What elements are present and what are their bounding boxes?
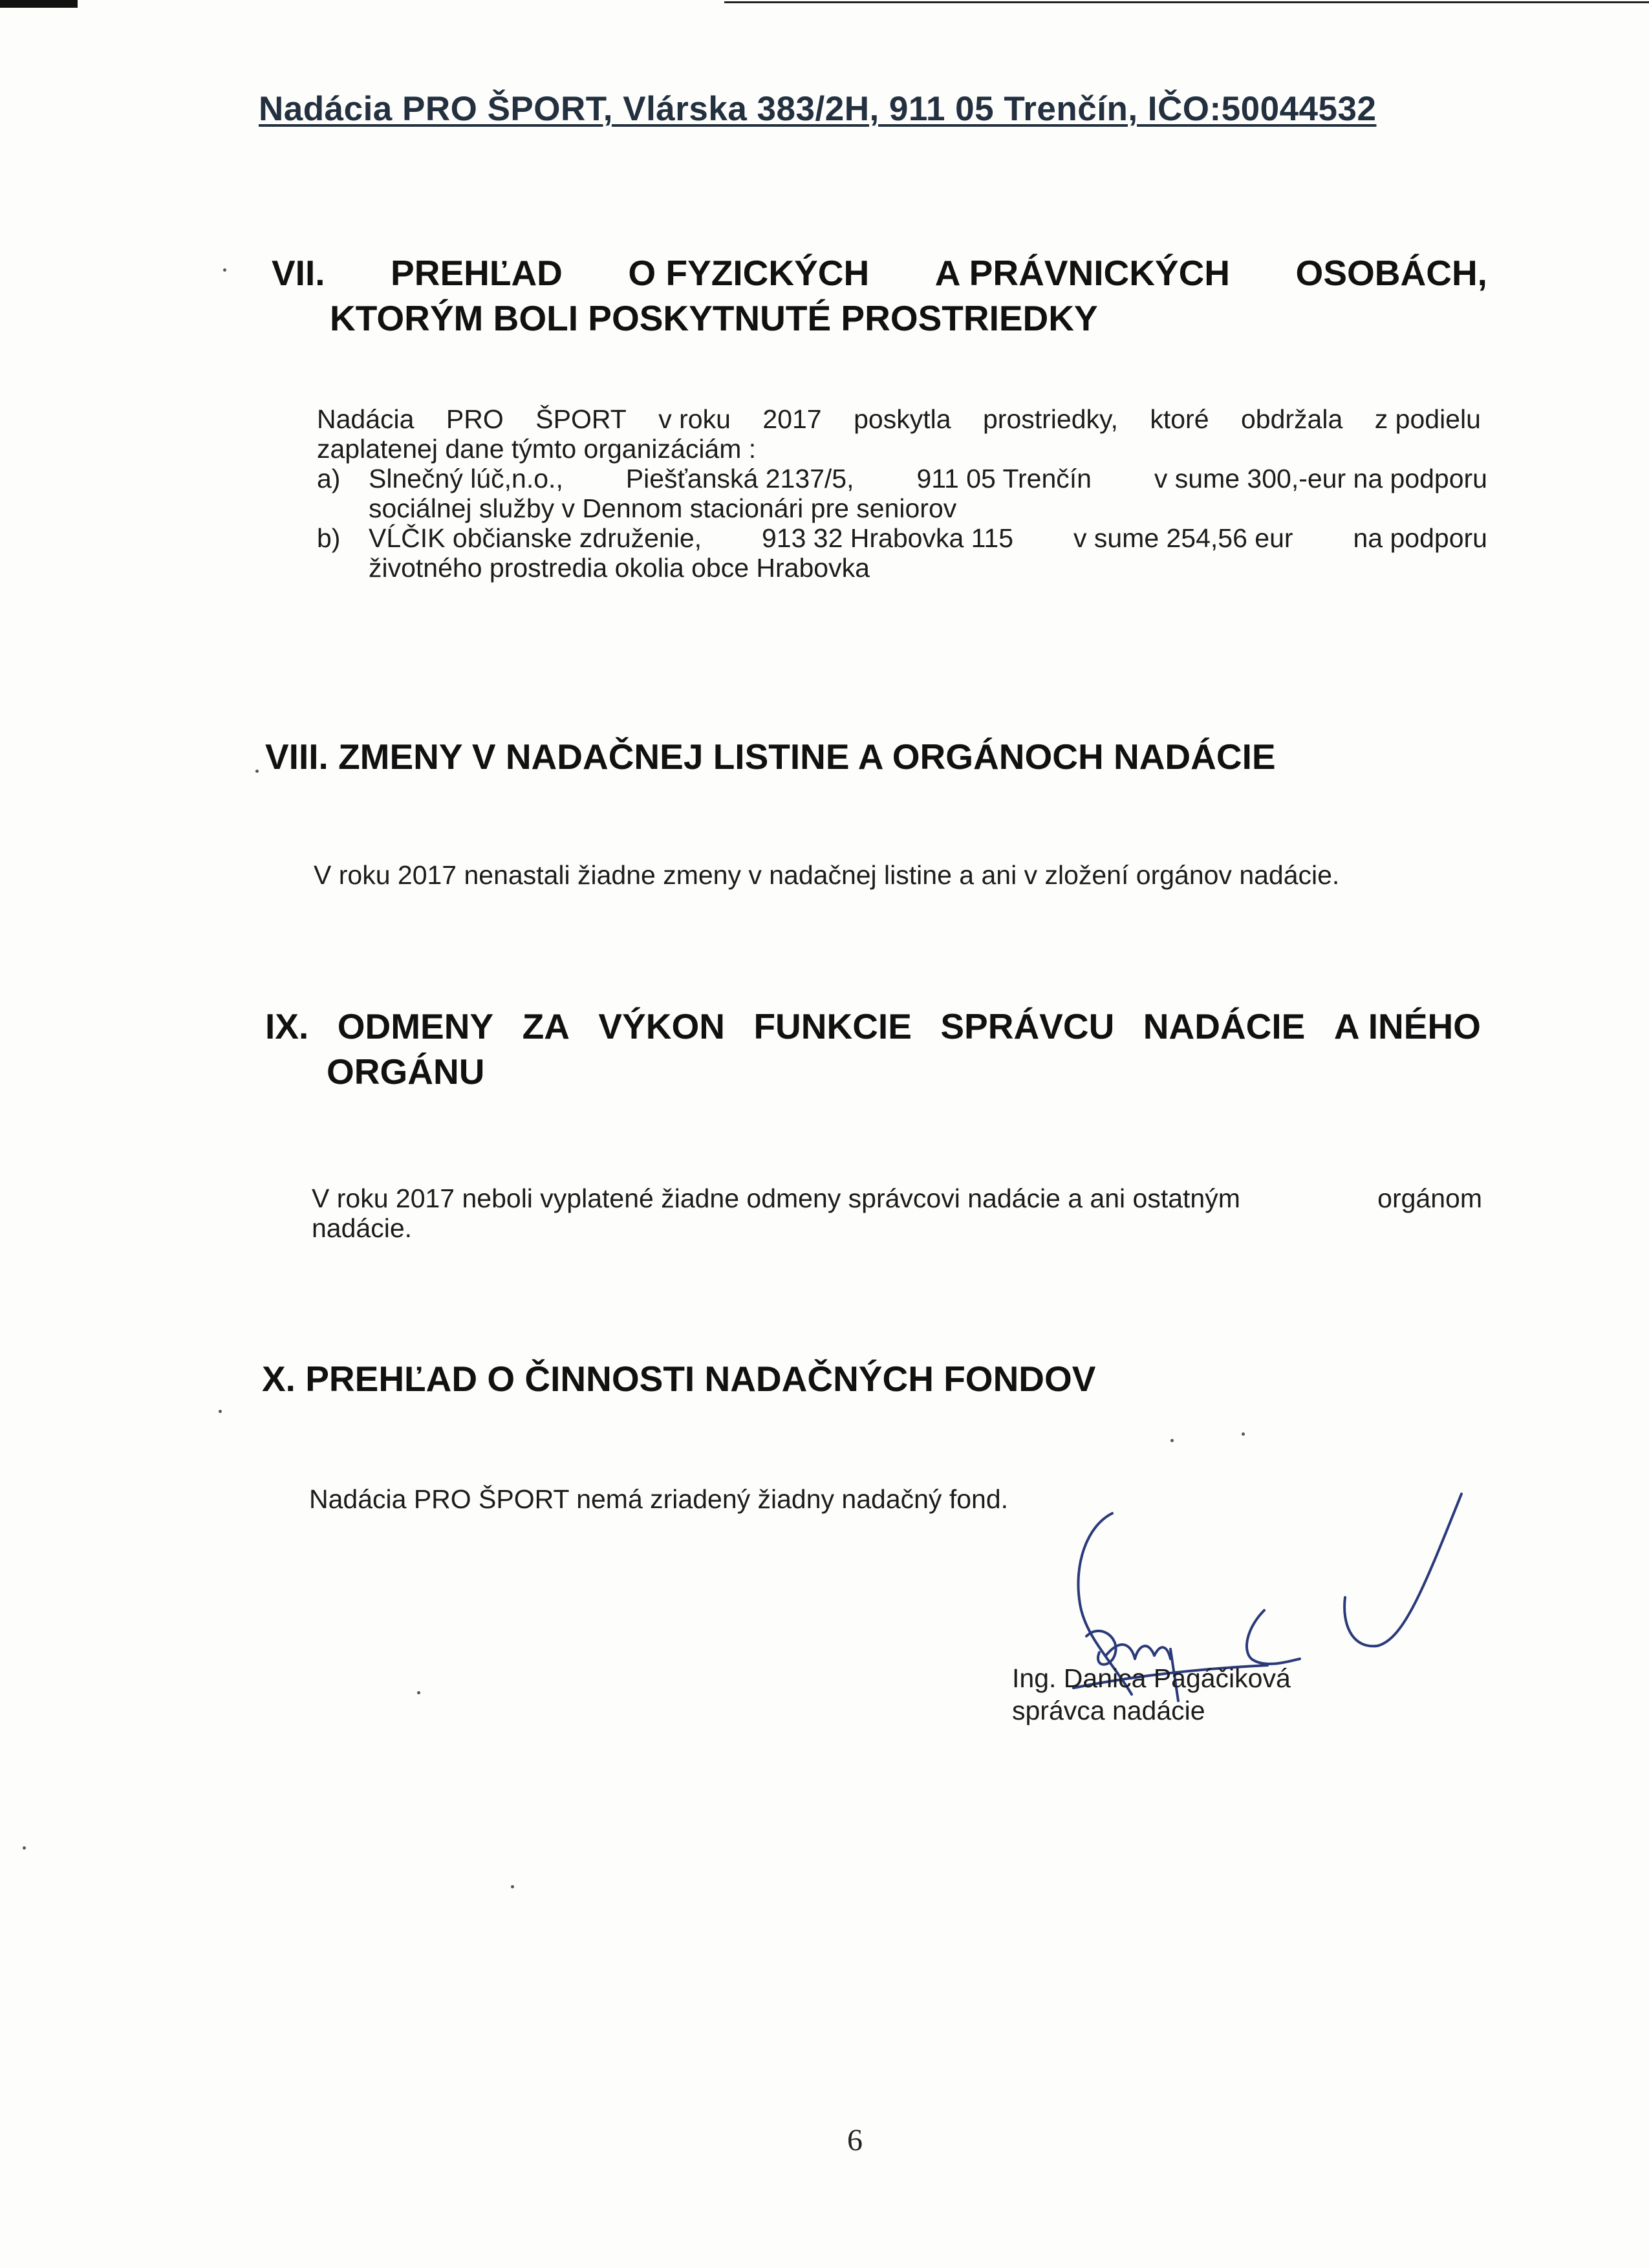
title-word: O FYZICKÝCH (628, 253, 870, 293)
title-word: FUNKCIE (753, 1006, 912, 1046)
title-word: IX. (265, 1006, 309, 1046)
list-marker: b) (317, 523, 341, 553)
title-word: SPRÁVCU (940, 1006, 1115, 1046)
scan-speck (1170, 1439, 1174, 1442)
scan-speck (23, 1846, 26, 1850)
section-viii-title: VIII. ZMENY V NADAČNEJ LISTINE A ORGÁNOCH NADÁCIE (265, 737, 1276, 777)
scan-artifact-line (724, 1, 1649, 3)
intro-word: v roku (658, 404, 731, 434)
signatory-block (1012, 1662, 1291, 1727)
intro-word: obdržala (1241, 404, 1343, 434)
title-word: PREHĽAD (391, 253, 563, 293)
title-word: VÝKON (598, 1006, 725, 1046)
item-line2: sociálnej služby v Dennom stacionári pre seniorov (369, 493, 957, 523)
letterhead (259, 89, 1481, 129)
item-part: Slnečný lúč,n.o., (369, 464, 563, 493)
scan-artifact-mark (0, 0, 78, 8)
intro-word: ŠPORT (535, 404, 627, 434)
scan-speck (417, 1691, 420, 1694)
body-line2: nadácie. (312, 1213, 413, 1243)
list-marker: a) (317, 464, 341, 493)
title-word: VII. (272, 253, 325, 293)
intro-word: PRO (446, 404, 504, 434)
page-number: 6 (847, 2123, 863, 2157)
section-viii-body: V roku 2017 nenastali žiadne zmeny v nadačnej listine a ani v zložení orgánov nadácie. (314, 860, 1340, 890)
body-part: orgánom (1377, 1183, 1482, 1213)
scan-speck (511, 1885, 514, 1888)
title-word: OSOBÁCH, (1295, 253, 1487, 293)
section-x-body: Nadácia PRO ŠPORT nemá zriadený žiadny nadačný fond. (309, 1484, 1009, 1514)
title-word: ODMENY (337, 1006, 494, 1046)
title-word: ZA (522, 1006, 570, 1046)
signatory-role: správca nadácie (1012, 1696, 1205, 1725)
intro-word: Nadácia (317, 404, 415, 434)
intro-line2: zaplatenej dane týmto organizáciám : (317, 434, 757, 464)
section-vii-title-line2: KTORÝM BOLI POSKYTNUTÉ PROSTRIEDKY (330, 298, 1098, 338)
section-x-title: X. PREHĽAD O ČINNOSTI NADAČNÝCH FONDOV (262, 1359, 1096, 1399)
intro-word: prostriedky, (983, 404, 1118, 434)
item-part: v sume 254,56 eur (1073, 523, 1293, 553)
item-part: 913 32 Hrabovka 115 (762, 523, 1014, 553)
item-part: 911 05 Trenčín (916, 464, 1092, 493)
letterhead-text: Nadácia PRO ŠPORT, Vlárska 383/2H, 911 05 Trenčín, IČO:50044532 (259, 90, 1377, 128)
title-word: NADÁCIE (1143, 1006, 1306, 1046)
body-part: V roku 2017 neboli vyplatené žiadne odmeny správcovi nadácie a ani ostatným (312, 1183, 1240, 1213)
scan-speck (223, 268, 226, 272)
list-item (317, 523, 1487, 583)
signatory-name: Ing. Danica Pagáčiková (1012, 1663, 1291, 1693)
item-part: VĹČIK občianske združenie, (369, 523, 702, 553)
scan-speck (219, 1410, 222, 1413)
intro-word: 2017 (762, 404, 822, 434)
item-part: na podporu (1353, 523, 1487, 553)
item-line2: životného prostredia okolia obce Hrabovka (369, 553, 870, 583)
title-word: A PRÁVNICKÝCH (934, 253, 1231, 293)
section-vii-title (272, 252, 1487, 339)
section-ix-title (265, 1006, 1481, 1092)
scan-speck (255, 770, 259, 773)
section-ix-title-line2: ORGÁNU (327, 1052, 485, 1092)
item-part: Piešťanská 2137/5, (625, 464, 854, 493)
intro-word: z podielu (1374, 404, 1481, 434)
scan-speck (1242, 1432, 1245, 1436)
intro-word: poskytla (854, 404, 951, 434)
section-ix-body (312, 1183, 1485, 1243)
list-item (317, 464, 1487, 523)
section-vii-body (317, 404, 1487, 583)
title-word: A INÉHO (1333, 1006, 1481, 1046)
item-part: v sume 300,-eur na podporu (1154, 464, 1487, 493)
intro-word: ktoré (1150, 404, 1209, 434)
